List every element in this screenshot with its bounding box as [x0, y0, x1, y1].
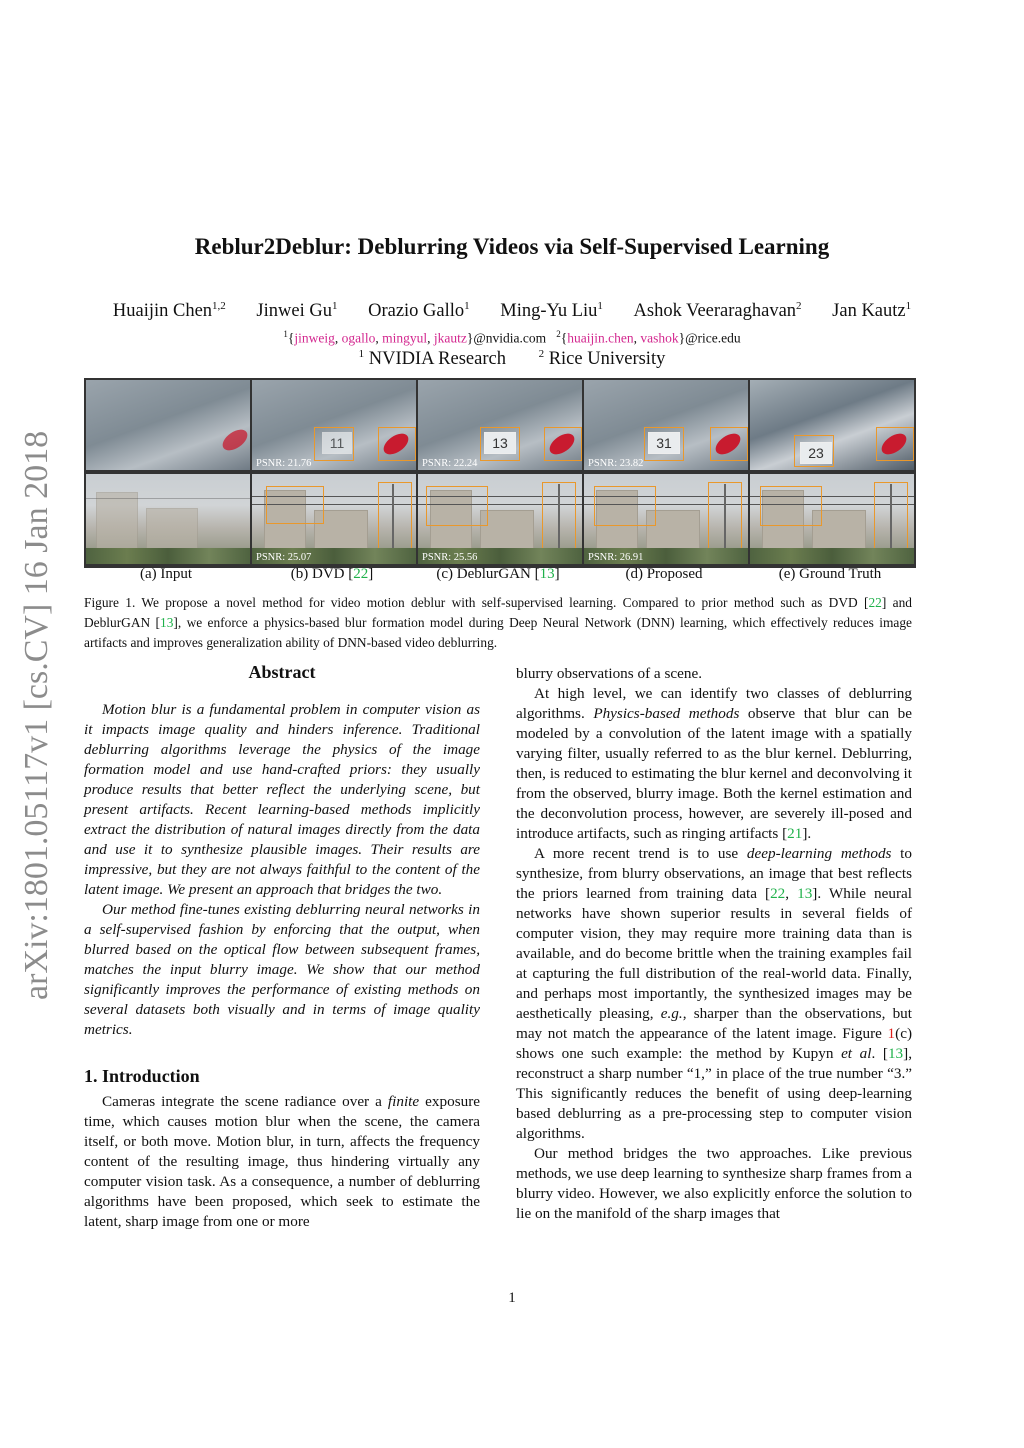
author: Jan Kautz$^1$	[832, 300, 912, 322]
zoom-box	[480, 427, 520, 461]
zoom-box	[794, 435, 834, 467]
body-paragraph: Our method bridges the two approaches. Like previous methods, we use deep learning to synthesize sharp frames from a blurry video. However, we also explicitly enforce the solution to lie on the manifold of the sharp images that	[516, 1145, 912, 1222]
author: Ming-Yu Liu$^1$	[500, 300, 603, 322]
subcaption-dvd: (b) DVD [22]	[290, 566, 374, 582]
panel-input-car	[86, 380, 250, 470]
license-plate: 23	[800, 442, 832, 464]
panel-deblurgan-car	[418, 380, 582, 470]
subcaption-input: (a) Input	[139, 566, 193, 582]
zoom-box	[708, 482, 742, 550]
subcaption-proposed: (d) Proposed	[625, 566, 703, 582]
zoom-box	[876, 427, 914, 461]
zoom-box	[874, 482, 908, 550]
power-line	[86, 498, 250, 499]
abstract-paragraph: Motion blur is a fundamental problem in computer vision as it impacts image quality and hinders inference. Traditional deblurring algorithms leverage the physics of the image formation model and use hand-crafted priors: they usually produce results that better reflect the underlying scene, but present artifacts. Recent learning-based methods implicitly extract the distribution of natural images directly from the data and use it to synthesize plausible images. Their results are impressive, but they are not always faithful to the content of the latent image. We present an approach that bridges the two.	[84, 701, 480, 898]
email-link[interactable]: vashok	[640, 330, 679, 346]
panel-proposed-car	[584, 380, 748, 470]
zoom-box	[542, 482, 576, 550]
zoom-box	[760, 486, 822, 526]
zoom-box	[314, 427, 354, 461]
trees	[86, 548, 250, 564]
body-paragraph: A more recent trend is to use deep-learning methods to synthesize, from blurry observations, an image that best reflects the priors learned from training data [22, 13]. While neural networks have shown superior results in several fields of computer vision, they may require more training data than is available, and do become brittle when the training examples fail at capturing the full distribution of the real-world data. Finally, and perhaps most importantly, the synthesized images may be aesthetically pleasing, e.g., sharper than the observations, but may not match the appearance of the latent image. Figure 1(c) shows one such example: the method by Kupyn et al. [13], reconstruct a sharp number “1,” in place of the true number “3.” This significantly reduces the benefit of using deep-learning based deblurring as a pre-processing step to computer vision algorithms.	[516, 845, 913, 1142]
citation-link[interactable]: 22	[770, 885, 786, 902]
affiliations	[0, 348, 1024, 370]
author-emails: $^1${jinweig, ogallo, mingyul, jkautz}@nvidia.com $^2${huaijin.chen, vashok}@rice.edu	[283, 329, 741, 346]
figure-1-caption: Figure 1. We propose a novel method for video motion deblur with self-supervised learning. Compared to prior method such as DVD [22] and DeblurGAN [13], we enforce a physics-based blur formation model during Deep Neural Network (DNN) learning, which effectively reduces image artifacts and improves generalization ability of DNN-based video deblurring.	[84, 595, 912, 650]
panel-dvd-city	[252, 474, 416, 564]
panel-groundtruth-city	[750, 474, 914, 564]
zoom-box	[426, 486, 488, 526]
psnr-label: PSNR: 25.56	[422, 552, 478, 563]
citation-link[interactable]: 13	[797, 885, 813, 902]
author: Ashok Veeraraghavan$^2$	[633, 300, 802, 322]
citation-link[interactable]: 13	[160, 615, 174, 630]
zoom-box	[710, 427, 748, 461]
abstract-heading: Abstract	[248, 662, 316, 682]
panel-deblurgan-city	[418, 474, 582, 564]
license-plate: 31	[648, 432, 680, 454]
email-link[interactable]: huaijin.chen	[567, 330, 634, 346]
email-link[interactable]: mingyul	[382, 330, 428, 346]
page-number: 1	[508, 1290, 516, 1306]
panel-dvd-car	[252, 380, 416, 470]
zoom-box	[644, 427, 684, 461]
zoom-box	[594, 486, 656, 526]
license-plate: 11	[322, 432, 352, 454]
citation-link[interactable]: 13	[887, 1045, 904, 1062]
building	[96, 492, 138, 554]
author-list	[0, 300, 1024, 322]
paper-title: Reblur2Deblur: Deblurring Videos via Self-Supervised Learning	[194, 234, 830, 259]
affiliation: $^2$ Rice University	[538, 348, 666, 370]
author: Huaijin Chen$^{1,2}$	[112, 300, 226, 322]
taillight	[219, 425, 250, 454]
arxiv-identifier: arXiv:1801.05117v1 [cs.CV] 16 Jan 2018	[18, 430, 55, 1000]
email-link[interactable]: ogallo	[341, 330, 376, 346]
figure-link[interactable]: 1	[887, 1025, 896, 1042]
psnr-label: PSNR: 21.76	[256, 458, 312, 469]
subcaption-deblurgan: (c) DeblurGAN [13]	[436, 566, 560, 582]
subcaption-ground-truth: (e) Ground Truth	[778, 566, 882, 582]
section-heading-introduction: 1. Introduction	[84, 1066, 200, 1086]
license-plate: 13	[484, 432, 516, 454]
figure-1-image-grid	[84, 378, 916, 568]
zoom-box	[378, 482, 412, 550]
zoom-box	[266, 486, 324, 524]
psnr-label: PSNR: 25.07	[256, 552, 312, 563]
author: Orazio Gallo$^1$	[368, 300, 470, 322]
panel-input-city	[86, 474, 250, 564]
author: Jinwei Gu$^1$	[256, 300, 338, 322]
citation-link[interactable]: 21	[787, 825, 803, 842]
body-paragraph: Cameras integrate the scene radiance over a finite exposure time, which causes motion blur when the scene, the camera itself, or both move. Motion blur, in turn, affects the frequency content of the resulting image, thus hindering virtually any computer vision task. As a consequence, a number of deblurring algorithms have been proposed, which seek to estimate the latent, sharp image from one or more	[84, 1093, 480, 1230]
citation-link[interactable]: 13	[539, 566, 555, 582]
left-column	[84, 662, 480, 1232]
body-paragraph: blurry observations of a scene.	[516, 665, 702, 682]
abstract-paragraph: Our method fine-tunes existing deblurring neural networks in a self-supervised fashion by enforcing that the output, when blurred based on the optical flow between subsequent frames, matches the input blurry image. We show that our method significantly improves the performance of existing methods on several datasets both visually and in terms of image quality metrics.	[84, 901, 480, 1038]
right-column	[516, 664, 912, 1224]
zoom-box	[378, 427, 416, 461]
affiliation: $^1$ NVIDIA Research	[358, 348, 506, 370]
psnr-label: PSNR: 22.24	[422, 458, 478, 469]
email-link[interactable]: jkautz	[433, 330, 467, 346]
panel-groundtruth-car	[750, 380, 914, 470]
psnr-label: PSNR: 23.82	[588, 458, 644, 469]
citation-link[interactable]: 22	[353, 566, 369, 582]
email-link[interactable]: jinweig	[294, 330, 335, 346]
panel-proposed-city	[584, 474, 748, 564]
zoom-box	[544, 427, 582, 461]
psnr-label: PSNR: 26.91	[588, 552, 644, 563]
trees	[750, 548, 914, 564]
citation-link[interactable]: 22	[868, 595, 882, 610]
body-paragraph: At high level, we can identify two classes of deblurring algorithms. Physics-based methods observe that blur can be modeled by a convolution of the latent image with a spatially varying filter, usually referred to as the blur kernel. Deblurring, then, is reduced to estimating the blur kernel and deconvolving it from the observed, blurry image. Both the kernel estimation and the deconvolution process, however, are severely ill-posed and introduce artifacts, such as ringing artifacts [21].	[516, 685, 912, 842]
